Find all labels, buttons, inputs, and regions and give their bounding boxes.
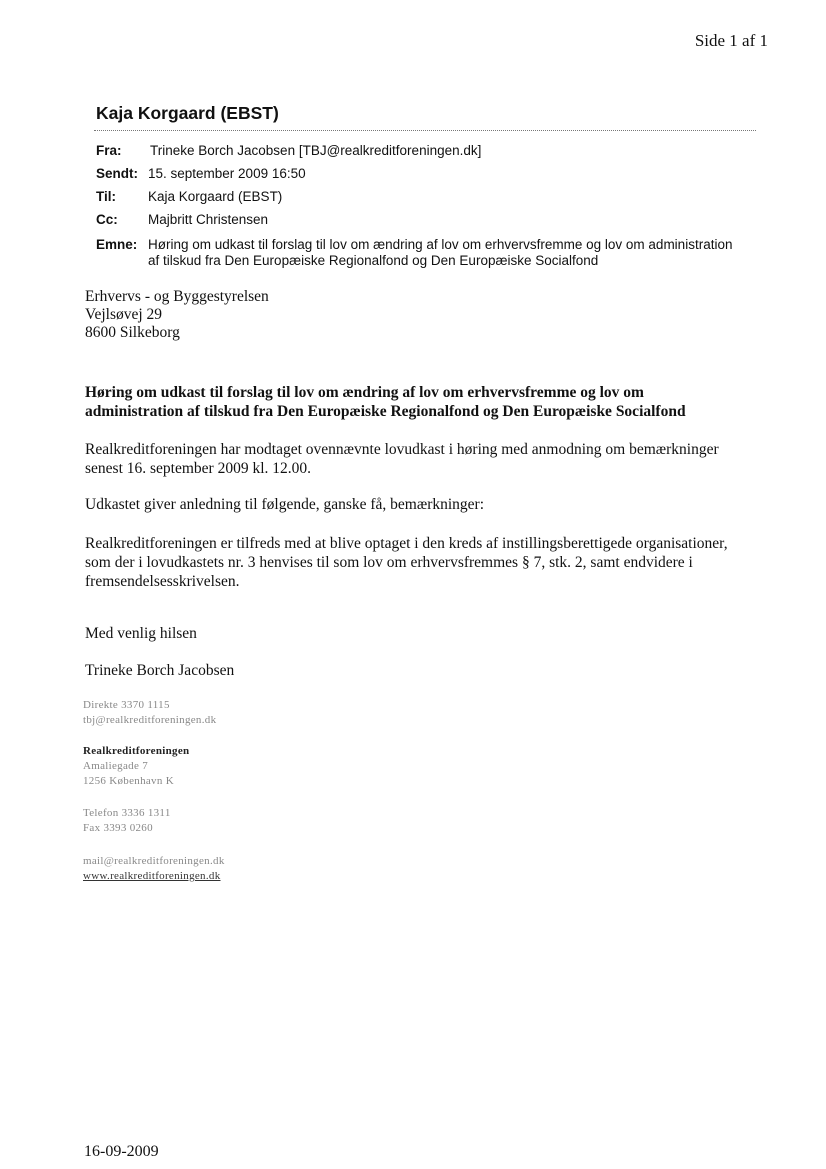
email-cc-row — [96, 212, 766, 228]
header-divider — [94, 130, 756, 131]
signer-name: Trineke Borch Jacobsen — [85, 662, 235, 679]
signature-street: Amaliegade 7 — [83, 760, 148, 772]
body-p1-line1: Realkreditforeningen har modtaget ovennævnte lovudkast i høring med anmodning om bemærkninger — [85, 441, 719, 458]
subject-label: Emne: — [96, 237, 138, 252]
subject-value-line2: af tilskud fra Den Europæiske Regionalfond og Den Europæiske Socialfond — [148, 253, 599, 268]
body-p1-line2: senest 16. september 2009 kl. 12.00. — [85, 460, 312, 477]
body-p3-line1: Realkreditforeningen er tilfreds med at blive optaget i den kreds af instillingsberettigede organisationer, — [85, 535, 728, 552]
subject-value-line1: Høring om udkast til forslag til lov om ændring af lov om erhvervsfremme og lov om administration — [148, 237, 733, 252]
address-line-1: Erhvervs - og Byggestyrelsen — [85, 288, 269, 305]
signature-organization: Realkreditforeningen — [83, 745, 190, 757]
from-label: Fra: — [96, 143, 122, 158]
body-paragraph-2: Udkastet giver anledning til følgende, ganske få, bemærkninger: — [85, 496, 485, 513]
body-paragraph-3 — [85, 534, 775, 591]
letter-subject-line2: administration af tilskud fra Den Europæiske Regionalfond og Den Europæiske Socialfond — [85, 403, 686, 420]
sender-title: Kaja Korgaard (EBST) — [96, 103, 279, 123]
sent-value: 15. september 2009 16:50 — [148, 166, 306, 181]
sent-label: Sendt: — [96, 166, 138, 181]
cc-value: Majbritt Christensen — [148, 212, 269, 227]
to-label: Til: — [96, 189, 116, 204]
signature-mail: mail@realkreditforeningen.dk — [83, 855, 225, 867]
signature-email: tbj@realkreditforeningen.dk — [83, 714, 217, 726]
signature-fax: Fax 3393 0260 — [83, 822, 153, 834]
email-sent-row — [96, 166, 766, 182]
closing: Med venlig hilsen — [85, 625, 197, 642]
footer-date: 16-09-2009 — [84, 1143, 159, 1160]
signature-direct-phone: Direkte 3370 1115 — [83, 699, 170, 711]
letter-subject — [85, 383, 775, 421]
cc-label: Cc: — [96, 212, 118, 227]
address-line-2: Vejlsøvej 29 — [85, 306, 163, 323]
to-value: Kaja Korgaard (EBST) — [148, 189, 283, 204]
email-subject-row — [96, 237, 766, 269]
body-p3-line2: som der i lovudkastets nr. 3 henvises til som lov om erhvervsfremmes § 7, stk. 2, samt endvidere i — [85, 554, 693, 571]
from-value: Trineke Borch Jacobsen [TBJ@realkreditforeningen.dk] — [150, 143, 482, 158]
address-line-3: 8600 Silkeborg — [85, 324, 180, 341]
signature-phone: Telefon 3336 1311 — [83, 807, 171, 819]
body-paragraph-1 — [85, 440, 775, 478]
email-from-row — [96, 143, 766, 159]
signature-city: 1256 København K — [83, 775, 174, 787]
body-p3-line3: fremsendelsesskrivelsen. — [85, 573, 240, 590]
letter-subject-line1: Høring om udkast til forslag til lov om ændring af lov om erhvervsfremme og lov om — [85, 384, 644, 401]
signature-website-link[interactable]: www.realkreditforeningen.dk — [83, 870, 221, 882]
page-number: Side 1 af 1 — [694, 31, 768, 50]
email-to-row — [96, 189, 766, 205]
